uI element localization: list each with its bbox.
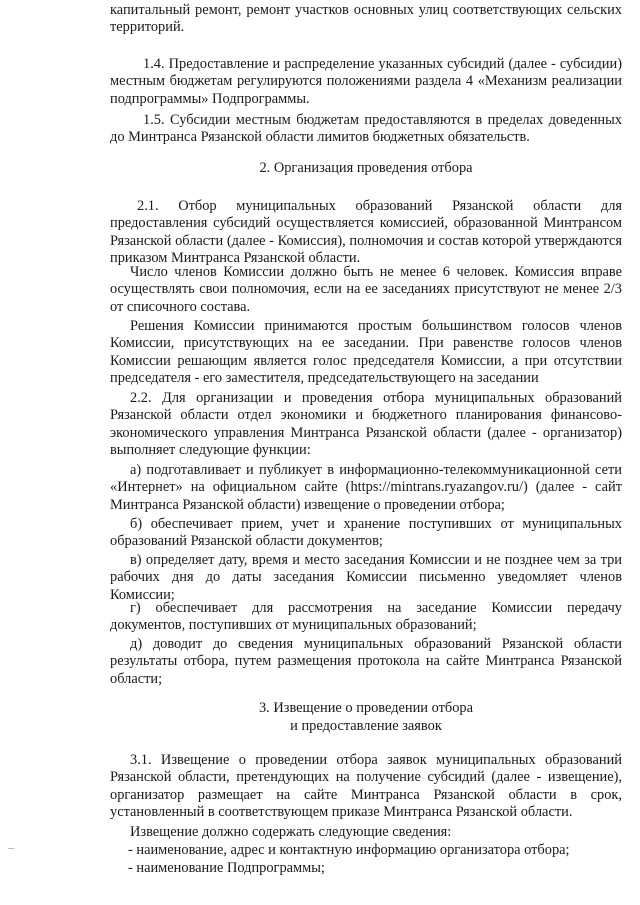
paragraph-2-2: 2.2. Для организации и проведения отбора муниципальных образований Рязанской области отдел экономики и бюджетного планирования финансово-экономического управления Минтранса Рязанской области (далее - организатор) выполняет следующие функции:: [110, 390, 622, 459]
list-item-subprogram-name: - наименование Подпрограммы;: [128, 860, 325, 876]
paragraph-item-b: б) обеспечивает прием, учет и хранение поступивших от муниципальных образований Рязанской области документов;: [110, 516, 622, 550]
paragraph-commission-decisions: Решения Комиссии принимаются простым большинством голосов членов Комиссии, присутствующих на ее заседании. При равенстве голосов членов Комиссии решающим является голос председателя Комиссии, а при отсутствии председателя - его заместителя, председательствующего на заседании: [110, 318, 622, 387]
paragraph-item-v: в) определяет дату, время и место заседания Комиссии и не позднее чем за три рабочих дня до даты заседания Комиссии письменно уведомляет членов Комиссии;: [110, 552, 622, 603]
section-3-heading-line-1: 3. Извещение о проведении отбора: [258, 700, 474, 716]
paragraph-notice-contents: Извещение должно содержать следующие сведения:: [130, 824, 452, 840]
paragraph-item-d: д) доводит до сведения муниципальных образований Рязанской области результаты отбора, путем размещения протокола на сайте Минтранса Рязанской области;: [110, 636, 622, 687]
section-3-heading-line-2: и предоставление заявок: [290, 718, 442, 734]
paragraph-1-4: 1.4. Предоставление и распределение указанных субсидий (далее - субсидии) местным бюджетам регулируются положениями раздела 4 «Механизм реализации подпрограммы» Подпрограммы.: [110, 56, 622, 107]
paragraph-2-1: 2.1. Отбор муниципальных образований Рязанской области для предоставления субсидий осуществляется комиссией, образованной Минтрансом Рязанской области (далее - Комиссия), полномочия и состав которой утверждаются приказом Минтранса Рязанской области.: [110, 198, 622, 267]
paragraph-1-5: 1.5. Субсидии местным бюджетам предоставляются в пределах доведенных до Минтранса Рязанской области лимитов бюджетных обязательств.: [110, 112, 622, 146]
paragraph-rural-repair: капитальный ремонт, ремонт участков основных улиц соответствующих сельских территорий.: [110, 2, 622, 36]
paragraph-3-1: 3.1. Извещение о проведении отбора заявок муниципальных образований Рязанской области, претендующих на получение субсидий (далее - извещение), организатор размещает на сайте Минтранса Рязанской области в срок, установленный в соответствующем приказе Минтранса Рязанской области.: [110, 752, 622, 821]
paragraph-item-a: а) подготавливает и публикует в информационно-телекоммуникационной сети «Интернет» на официальном сайте (https://mintrans.ryazangov.ru/) (далее - сайт Минтранса Рязанской области) извещение о проведении отбора;: [110, 462, 622, 513]
margin-mark: [8, 848, 14, 849]
paragraph-item-g: г) обеспечивает для рассмотрения на заседание Комиссии передачу документов, поступивших от муниципальных образований;: [110, 600, 622, 634]
list-item-organizer-info: - наименование, адрес и контактную информацию организатора отбора;: [128, 842, 570, 858]
paragraph-commission-members: Число членов Комиссии должно быть не менее 6 человек. Комиссия вправе осуществлять свои полномочия, если на ее заседаниях присутствуют не менее 2/3 от списочного состава.: [110, 264, 622, 315]
section-2-heading: 2. Организация проведения отбора: [259, 160, 473, 176]
